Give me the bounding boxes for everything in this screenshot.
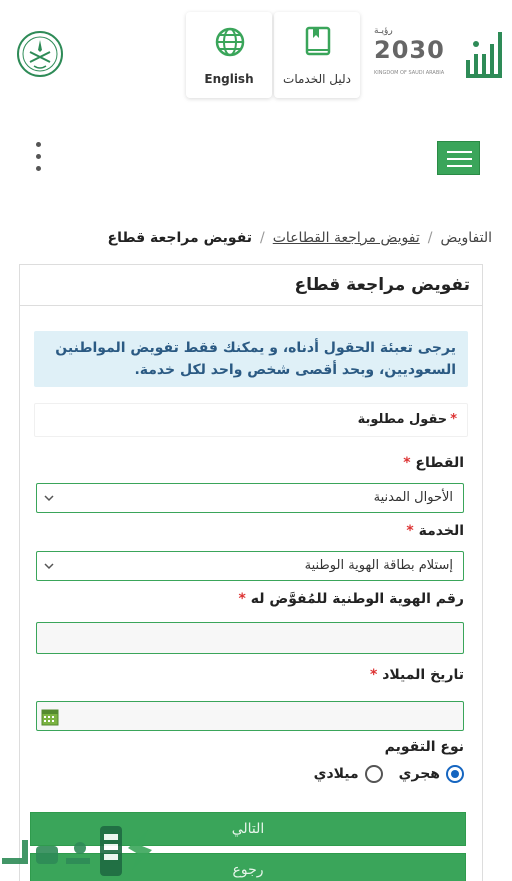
- vision-year: 2030: [374, 36, 445, 64]
- radio-gregorian-label: ميلادي: [313, 766, 359, 782]
- service-select[interactable]: [36, 551, 464, 581]
- globe-icon: [214, 26, 246, 58]
- breadcrumb-separator: /: [427, 230, 433, 246]
- vision-sub-text: KINGDOM OF SAUDI ARABIA: [374, 70, 445, 76]
- vision-2030-logo: [374, 26, 454, 86]
- site-header: [0, 0, 512, 112]
- english-label: English: [204, 72, 254, 86]
- radio-gregorian[interactable]: [365, 765, 383, 783]
- required-star: *: [238, 591, 246, 607]
- page-title: تفويض مراجعة قطاع: [294, 275, 470, 295]
- birth-date-input[interactable]: [36, 701, 464, 731]
- breadcrumb-item-sectors[interactable]: تفويض مراجعة القطاعات: [272, 230, 420, 246]
- menu-toggle-button[interactable]: [437, 141, 480, 175]
- radio-hijri-label: هجري: [398, 766, 440, 782]
- national-id-input[interactable]: [36, 622, 464, 654]
- service-label: [403, 523, 464, 539]
- service-select-value: إستلام بطاقة الهوية الوطنية: [304, 558, 453, 573]
- breadcrumb-item-delegations[interactable]: التفاويض: [440, 230, 492, 246]
- chevron-down-icon: [43, 560, 55, 572]
- services-guide-button[interactable]: [274, 12, 360, 98]
- sector-select-value: الأحوال المدنية: [373, 490, 453, 505]
- sector-label-text: القطاع: [415, 455, 464, 471]
- back-button[interactable]: رجوع: [30, 853, 466, 881]
- delegation-form-panel: [19, 264, 483, 881]
- english-language-button[interactable]: [186, 12, 272, 98]
- birth-date-label: [367, 667, 464, 683]
- required-star: *: [403, 455, 411, 471]
- watermark-logo: [0, 820, 160, 881]
- sector-label: [400, 455, 464, 471]
- info-text: يرجى تعبئة الحقول أدناه، و يمكنك فقط تفويض المواطنين السعوديين، وبحد أقصى شخص واحد لكل خدمة.: [55, 340, 456, 378]
- required-star: *: [370, 667, 378, 683]
- chevron-down-icon: [43, 492, 55, 504]
- divider: [20, 305, 482, 306]
- service-label-text: الخدمة: [418, 523, 464, 539]
- absher-logo[interactable]: [464, 30, 504, 82]
- next-button[interactable]: التالي: [30, 812, 466, 846]
- more-options-icon[interactable]: [36, 142, 42, 174]
- radio-hijri[interactable]: [446, 765, 464, 783]
- breadcrumb-current: تفويض مراجعة قطاع: [107, 230, 253, 246]
- calendar-type-label: نوع التقويم: [384, 739, 464, 755]
- vision-top-text: رؤيـة: [374, 26, 393, 36]
- national-id-label: [236, 591, 464, 607]
- birth-date-label-text: تاريخ الميلاد: [382, 667, 464, 683]
- breadcrumb-separator: /: [260, 230, 265, 246]
- calendar-type-group: [298, 765, 464, 783]
- required-fields-note: [34, 403, 468, 437]
- ministry-emblem-logo[interactable]: [16, 30, 64, 78]
- required-star: *: [450, 412, 457, 427]
- book-icon: [302, 26, 334, 58]
- required-fields-label: حقول مطلوبة: [357, 412, 448, 427]
- breadcrumb: [108, 230, 492, 246]
- calendar-icon[interactable]: [41, 708, 59, 726]
- info-alert: [34, 331, 468, 387]
- national-id-label-text: رقم الهوية الوطنية للمُفوَّض له: [250, 591, 464, 607]
- services-guide-label: دليل الخدمات: [283, 72, 351, 86]
- sector-select[interactable]: [36, 483, 464, 513]
- required-star: *: [406, 523, 414, 539]
